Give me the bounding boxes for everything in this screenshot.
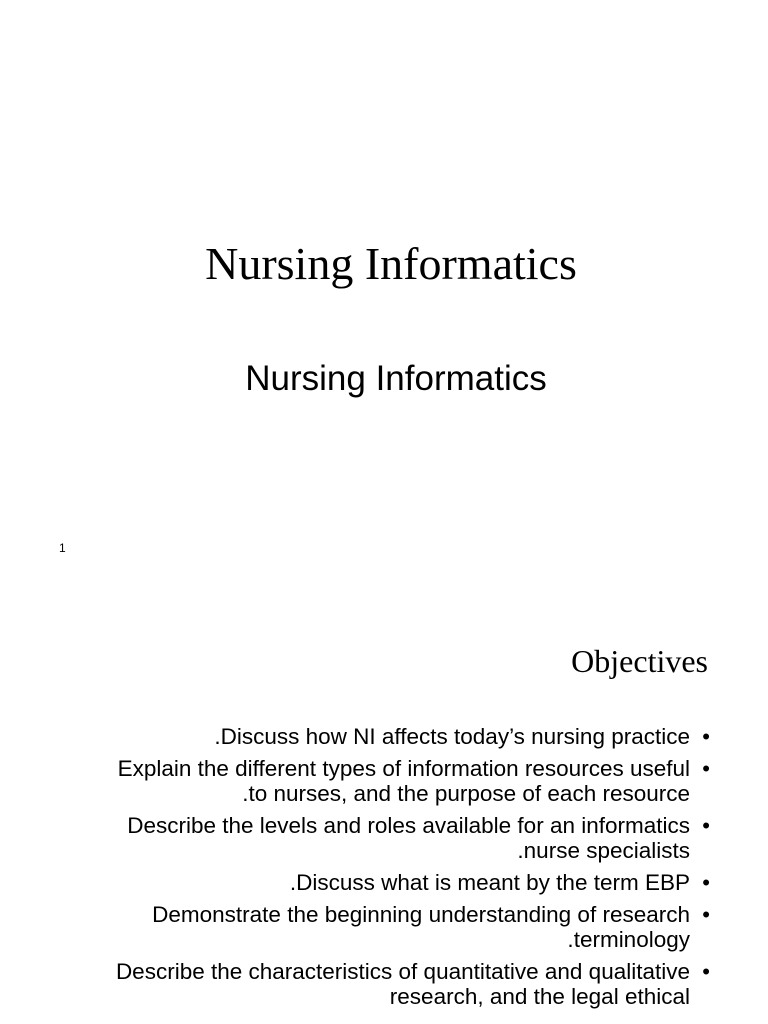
objective-text: Describe the levels and roles available for an informatics nurse specialists. [127,813,690,863]
page-number: 1 [59,541,66,555]
objective-text: Explain the different types of information resources useful to nurses, and the purpose of each resource. [117,756,690,806]
bullet-icon: • [702,870,710,895]
objective-item [100,870,710,895]
objectives-list [100,724,710,1016]
bullet-icon: • [702,756,710,781]
objective-text: Describe the characteristics of quantitative and qualitative research, and the legal ethical [115,959,690,1009]
slide-title: Nursing Informatics [205,238,577,289]
bullet-icon: • [702,813,710,838]
objective-text: Demonstrate the beginning understanding of research terminology. [152,902,690,952]
objective-item [100,813,710,863]
objective-item [100,902,710,952]
slide-2 [0,600,768,1024]
objective-text: Discuss what is meant by the term EBP. [289,870,690,895]
objective-text: Discuss how NI affects today’s nursing practice. [214,724,690,749]
bullet-icon: • [702,959,710,984]
objective-item [100,756,710,806]
objective-item [100,724,710,749]
objectives-title: Objectives [571,643,708,679]
bullet-icon: • [702,902,710,927]
slide-subtitle: Nursing Informatics [245,359,547,398]
objective-item [100,959,710,1009]
bullet-icon: • [702,724,710,749]
